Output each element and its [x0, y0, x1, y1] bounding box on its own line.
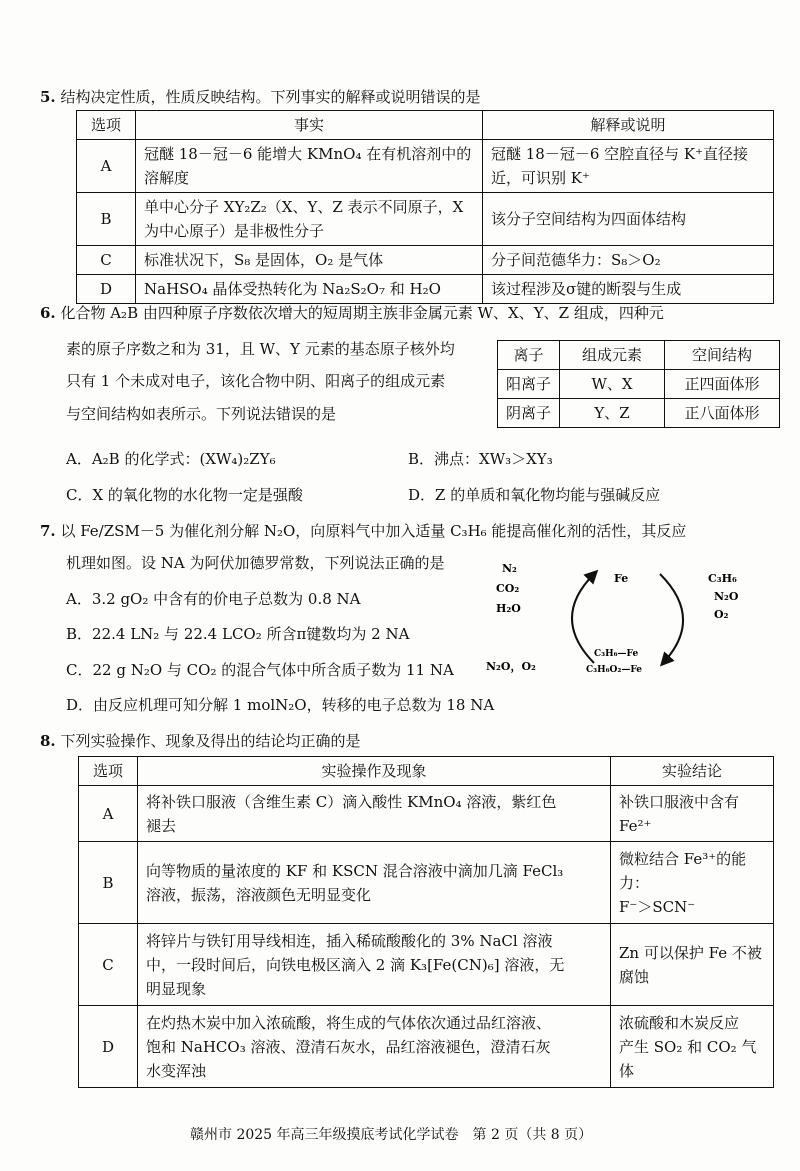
q8-row-d-operation-line-2: 饱和 NaHCO₃ 溶液、澄清石灰水，品红溶液褪色，澄清石灰: [146, 1037, 551, 1056]
q8-row-d-conclusion: [611, 1006, 774, 1088]
q5-header-fact: 事实: [136, 111, 483, 140]
q6-line-3: 只有 1 个未成对电子，该化合物中阴、阳离子的组成元素: [66, 372, 446, 390]
intermediate-c3h6-fe: C₃H₆—Fe: [594, 649, 639, 659]
q5-row-b-fact: 单中心分子 XY₂Z₂（X、Y、Z 表示不同原子，X 为中心原子）是非极性分子: [136, 193, 483, 246]
reaction-mechanism-diagram: [482, 558, 782, 690]
q6-line-2: 素的原子序数之和为 31，且 W、Y 元素的基态原子核外均: [66, 340, 455, 358]
q8-row-c-conclusion-line-2: 腐蚀: [619, 967, 650, 986]
q6-row-cation-ion: 阳离子: [498, 370, 560, 399]
q5-row-b-option: B: [77, 193, 136, 246]
q8-row-b-conclusion-line-1: 微粒结合 Fe³⁺的能: [619, 849, 747, 868]
q5-row-a-option: A: [77, 140, 136, 193]
q7-line-1: 7. 以 Fe/ZSM－5 为催化剂分解 N₂O，向原料气中加入适量 C₃H₆ 能提高催化剂的活性，其反应: [40, 522, 687, 540]
q5-row-a-fact: 冠醚 18－冠－6 能增大 KMnO₄ 在有机溶剂中的溶解度: [136, 140, 483, 193]
q6-header-ion: 离子: [498, 341, 560, 370]
q5-row-d-explanation: 该过程涉及σ键的断裂与生成: [483, 275, 774, 304]
q6-row-anion-ion: 阴离子: [498, 399, 560, 428]
q8-row-b-operation-line-2: 溶液，振荡，溶液颜色无明显变化: [146, 885, 372, 904]
q6-header-elements: 组成元素: [560, 341, 665, 370]
q7-option-d: D．由反应机理可知分解 1 molN₂O，转移的电子总数为 18 NA: [66, 696, 495, 714]
q8-row-a-conclusion: [611, 786, 774, 842]
bottom-left-n2o-o2: N₂O，O₂: [486, 660, 536, 673]
q5-table: [76, 110, 774, 304]
q8-row-b-conclusion-line-2: 力：: [619, 873, 650, 892]
q8-row-a-option: A: [79, 786, 138, 842]
q6-option-a: A．A₂B 的化学式：(XW₄)₂ZY₆: [66, 450, 276, 468]
q6-row-cation-elements: W、X: [560, 370, 665, 399]
q5-row-d-option: D: [77, 275, 136, 304]
q8-header-option: 选项: [79, 757, 138, 786]
q8-row-c-conclusion: [611, 924, 774, 1006]
center-fe: Fe: [614, 572, 629, 585]
q8-row-b-operation-line-1: 向等物质的量浓度的 KF 和 KSCN 混合溶液中滴加几滴 FeCl₃: [146, 861, 564, 880]
q8-row-b-conclusion-line-3: F⁻＞SCN⁻: [619, 897, 696, 916]
right-cycle-arrow: [660, 574, 683, 662]
q7-option-a: A．3.2 gO₂ 中含有的价电子总数为 0.8 NA: [66, 590, 361, 608]
q6-row-anion-shape: 正八面体形: [665, 399, 780, 428]
q5-row-c-option: C: [77, 246, 136, 275]
q6-row-cation-shape: 正四面体形: [665, 370, 780, 399]
q8-row-a-conclusion-line-2: Fe²⁺: [619, 816, 652, 835]
q6-option-c: C．X 的氧化物的水化物一定是强酸: [66, 486, 303, 504]
q8-row-c-operation: [138, 924, 611, 1006]
q6-row-anion-elements: Y、Z: [560, 399, 665, 428]
q6-line-1: 6. 化合物 A₂B 由四种原子序数依次增大的短周期主族非金属元素 W、X、Y、Z 组成，四种元: [40, 304, 664, 322]
left-out-h2o: H₂O: [496, 602, 521, 615]
q5-row-b-explanation: 该分子空间结构为四面体结构: [483, 193, 774, 246]
q8-row-d-operation-line-3: 水变浑浊: [146, 1061, 207, 1080]
left-cycle-arrow: [572, 574, 594, 663]
q8-row-a-operation-line-1: 将补铁口服液（含维生素 C）滴入酸性 KMnO₄ 溶液，紫红色: [146, 792, 557, 811]
q8-row-c-conclusion-line-1: Zn 可以保护 Fe 不被: [619, 943, 762, 962]
q8-row-d-option: D: [79, 1006, 138, 1088]
q8-row-d-conclusion-line-1: 浓硫酸和木炭反应: [619, 1013, 740, 1032]
q6-line-4: 与空间结构如表所示。下列说法错误的是: [66, 405, 337, 423]
q5-row-d-fact: NaHSO₄ 晶体受热转化为 Na₂S₂O₇ 和 H₂O: [136, 275, 483, 304]
q5-row-c-explanation: 分子间范德华力：S₈＞O₂: [483, 246, 774, 275]
right-in-o2: O₂: [714, 608, 729, 621]
q6-option-d: D．Z 的单质和氧化物均能与强碱反应: [408, 486, 661, 504]
q8-row-c-operation-line-2: 中，一段时间后，向铁电极区滴入 2 滴 K₃[Fe(CN)₆] 溶液，无: [146, 955, 565, 974]
q7-option-c: C．22 g N₂O 与 CO₂ 的混合气体中所含质子数为 11 NA: [66, 661, 454, 679]
right-in-n2o: N₂O: [714, 590, 739, 603]
right-in-c3h6: C₃H₆: [708, 572, 737, 585]
q8-row-a-operation-line-2: 褪去: [146, 816, 177, 835]
q8-row-a-operation: [138, 786, 611, 842]
q8-row-c-option: C: [79, 924, 138, 1006]
q6-header-shape: 空间结构: [665, 341, 780, 370]
q8-stem: 8. 下列实验操作、现象及得出的结论均正确的是: [40, 732, 361, 750]
q5-row-c-fact: 标准状况下，S₈ 是固体，O₂ 是气体: [136, 246, 483, 275]
q8-row-d-conclusion-line-2: 产生 SO₂ 和 CO₂ 气: [619, 1037, 757, 1056]
q8-header-operation: 实验操作及现象: [138, 757, 611, 786]
q8-row-d-operation: [138, 1006, 611, 1088]
q8-row-b-option: B: [79, 842, 138, 924]
q5-header-explanation: 解释或说明: [483, 111, 774, 140]
q6-option-b: B．沸点：XW₃＞XY₃: [408, 450, 553, 468]
q8-row-c-operation-line-3: 明显现象: [146, 979, 207, 998]
left-out-n2: N₂: [502, 562, 517, 575]
q7-option-b: B．22.4 LN₂ 与 22.4 LCO₂ 所含π键数均为 2 NA: [66, 625, 410, 643]
q8-row-d-conclusion-line-3: 体: [619, 1061, 635, 1080]
q8-header-conclusion: 实验结论: [611, 757, 774, 786]
q5-header-option: 选项: [77, 111, 136, 140]
q8-row-b-operation: [138, 842, 611, 924]
q8-row-a-conclusion-line-1: 补铁口服液中含有: [619, 792, 740, 811]
q7-line-2: 机理如图。设 NA 为阿伏加德罗常数，下列说法正确的是: [66, 554, 445, 572]
q8-row-b-conclusion: [611, 842, 774, 924]
q5-row-a-explanation: 冠醚 18－冠－6 空腔直径与 K⁺直径接近，可识别 K⁺: [483, 140, 774, 193]
q8-row-d-operation-line-1: 在灼热木炭中加入浓硫酸，将生成的气体依次通过品红溶液、: [146, 1013, 552, 1032]
q5-stem: 5. 结构决定性质，性质反映结构。下列事实的解释或说明错误的是: [40, 88, 481, 106]
left-out-co2: CO₂: [496, 582, 520, 595]
page-footer: 赣州市 2025 年高三年级摸底考试化学试卷 第 2 页（共 8 页）: [190, 1127, 593, 1143]
intermediate-c3h6o2-fe: C₃H₆O₂—Fe: [586, 665, 642, 675]
q8-row-c-operation-line-1: 将锌片与铁钉用导线相连，插入稀硫酸酸化的 3% NaCl 溶液: [146, 931, 553, 950]
q6-ion-table: [497, 340, 780, 428]
q8-table: [78, 756, 774, 1088]
